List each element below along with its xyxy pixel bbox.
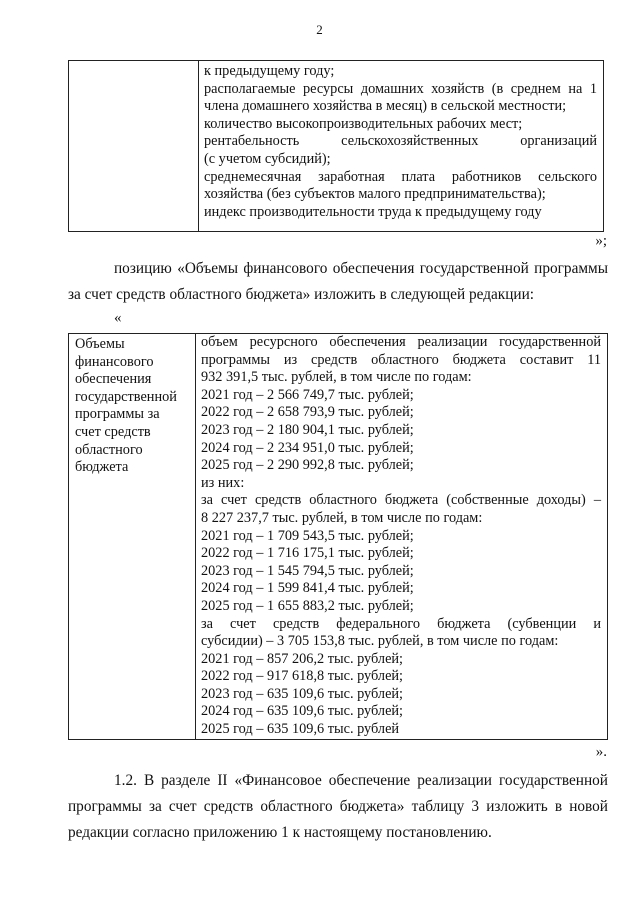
indicator-line: к предыдущему году; bbox=[204, 63, 335, 79]
header-line: областного bbox=[75, 441, 143, 458]
financing-line: 2021 год – 857 206,2 тыс. рублей; bbox=[201, 650, 404, 667]
header-line: государственной bbox=[75, 388, 177, 405]
financing-line: 2023 год – 2 180 904,1 тыс. рублей; bbox=[201, 421, 414, 438]
closing-quote-1: »; bbox=[595, 233, 607, 249]
header-line: программы за bbox=[75, 406, 160, 423]
financing-line: 2024 год – 635 109,6 тыс. рублей; bbox=[201, 703, 404, 720]
indicator-line: хозяйства (без субъектов малого предпринимательства); bbox=[204, 186, 546, 203]
header-line: Объемы bbox=[75, 336, 125, 352]
indicators-table-right-cell bbox=[199, 61, 604, 232]
financing-line: из них: bbox=[201, 474, 245, 491]
financing-line: программы из средств областного бюджета составит 11 bbox=[201, 351, 601, 368]
financing-line: 8 227 237,7 тыс. рублей, в том числе по годам: bbox=[201, 509, 483, 526]
financing-line: объем ресурсного обеспечения реализации государственной bbox=[201, 334, 601, 350]
paragraph-position: позицию «Объемы финансового обеспечения государственной программы за счет средств областного бюджета» изложить в следующей редакции: bbox=[68, 260, 608, 303]
financing-line: 2021 год – 2 566 749,7 тыс. рублей; bbox=[201, 386, 414, 403]
indicator-line: рентабельность сельскохозяйственных организаций bbox=[204, 133, 597, 150]
financing-line: 2025 год – 2 290 992,8 тыс. рублей; bbox=[201, 457, 414, 474]
financing-line: субсидии) – 3 705 153,8 тыс. рублей, в том числе по годам: bbox=[201, 633, 559, 650]
financing-line: 2022 год – 2 658 793,9 тыс. рублей; bbox=[201, 404, 414, 421]
financing-line: 2024 год – 2 234 951,0 тыс. рублей; bbox=[201, 439, 414, 456]
indicator-line: располагаемые ресурсы домашних хозяйств (в среднем на 1 bbox=[204, 80, 597, 97]
closing-quote-2: ». bbox=[595, 744, 607, 760]
financing-line: 2025 год – 1 655 883,2 тыс. рублей; bbox=[201, 597, 414, 614]
indicator-line: члена домашнего хозяйства в месяц) в сельской местности; bbox=[204, 98, 567, 115]
financing-line: за счет средств областного бюджета (собственные доходы) – bbox=[201, 492, 601, 509]
indicators-table-fragment bbox=[68, 60, 604, 232]
indicators-table-left-cell bbox=[69, 61, 199, 232]
header-line: счет средств bbox=[75, 423, 151, 440]
opening-quote: « bbox=[114, 310, 122, 326]
header-line: бюджета bbox=[75, 459, 129, 476]
financing-table-header-cell bbox=[69, 334, 196, 740]
financing-line: 2025 год – 635 109,6 тыс. рублей bbox=[201, 721, 400, 738]
financing-line: 2023 год – 635 109,6 тыс. рублей; bbox=[201, 685, 404, 702]
financing-line: 2024 год – 1 599 841,4 тыс. рублей; bbox=[201, 580, 414, 597]
financing-line: за счет средств федерального бюджета (субвенции и bbox=[201, 615, 601, 632]
financing-line: 2023 год – 1 545 794,5 тыс. рублей; bbox=[201, 562, 414, 579]
financing-line: 2021 год – 1 709 543,5 тыс. рублей; bbox=[201, 527, 414, 544]
indicator-line: индекс производительности труда к предыдущему году bbox=[204, 203, 542, 220]
financing-line: 2022 год – 1 716 175,1 тыс. рублей; bbox=[201, 545, 414, 562]
financing-line: 2022 год – 917 618,8 тыс. рублей; bbox=[201, 668, 404, 685]
header-line: обеспечения bbox=[75, 371, 152, 388]
financing-table-content-cell bbox=[196, 334, 608, 740]
indicator-line: (с учетом субсидий); bbox=[204, 150, 331, 167]
indicator-line: среднемесячная заработная плата работников сельского bbox=[204, 168, 597, 185]
page-number: 2 bbox=[316, 22, 323, 37]
indicator-line: количество высокопроизводительных рабочих мест; bbox=[204, 115, 523, 132]
paragraph-section-1-2: 1.2. В разделе II «Финансовое обеспечение реализации государственной программы за счет средств областного бюджета» таблицу 3 изложить в новой редакции согласно приложению 1 к настоящему постановлению. bbox=[68, 772, 608, 841]
header-line: финансового bbox=[75, 353, 154, 370]
financing-table bbox=[68, 333, 608, 740]
financing-line: 932 391,5 тыс. рублей, в том числе по годам: bbox=[201, 369, 472, 386]
